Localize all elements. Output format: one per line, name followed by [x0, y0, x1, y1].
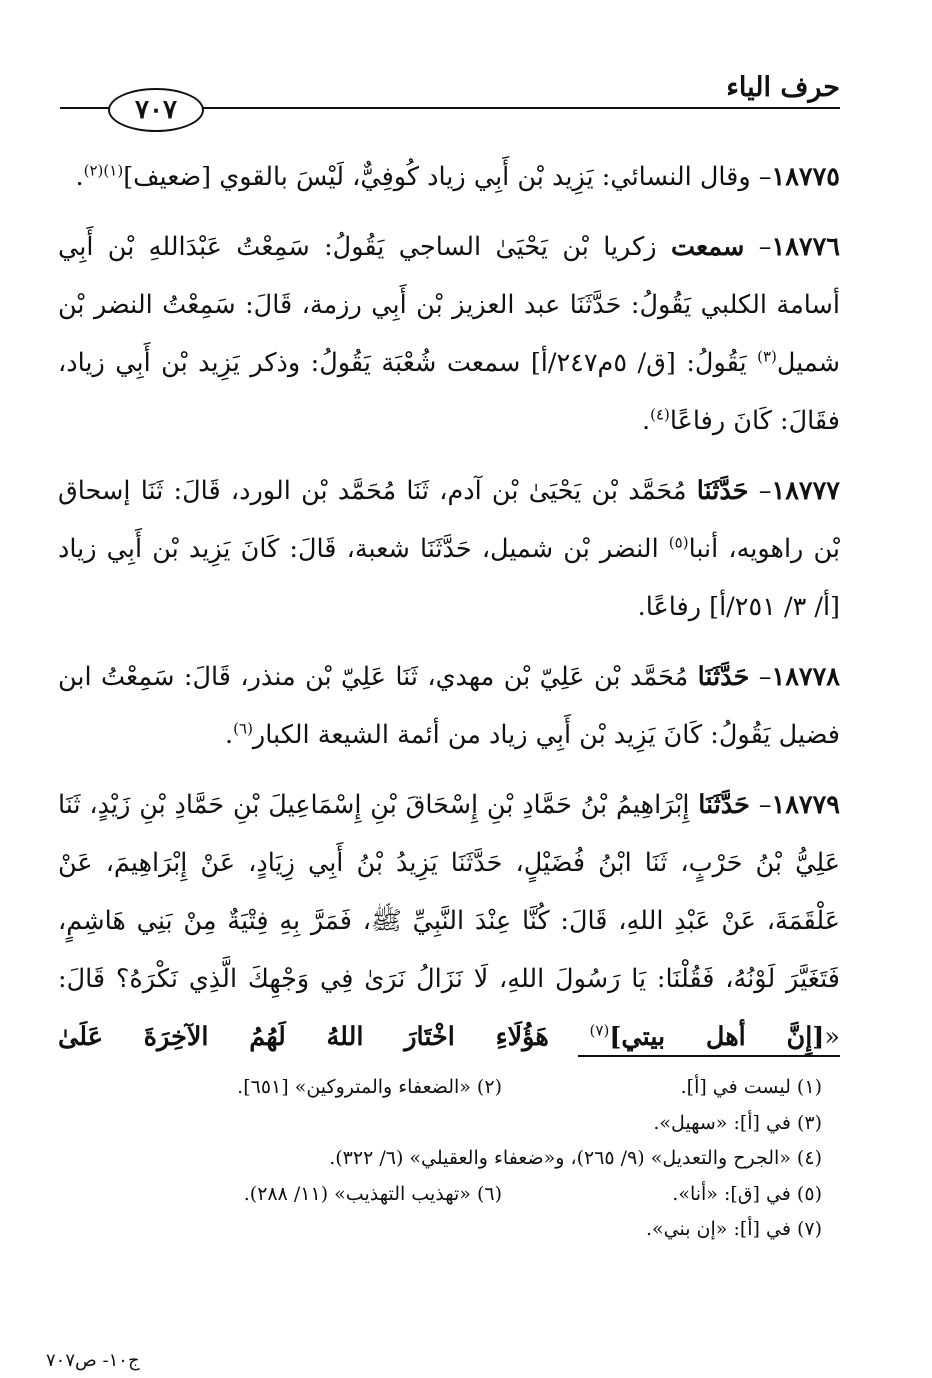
footnote: (٦) «تهذيب التهذيب» (١١/ ٢٨٨).: [243, 1182, 502, 1205]
footnote-ref: (١)(٢): [83, 161, 124, 180]
footnote-ref: (٧): [589, 1021, 610, 1040]
entry-tail: .: [642, 406, 651, 436]
entry-keyword: سمعت: [670, 232, 745, 262]
footnote-ref: (٤): [650, 405, 670, 424]
entry-text: مُحَمَّد بْن عَلِيّ بْن مهدي، ثَنَا عَلِيّ بْن منذر، قَالَ: سَمِعْتُ ابن فضيل يَقُولُ: كَانَ يَزِيد بْن أَبِي زياد من أئمة الشيعة الكبار: [58, 662, 840, 750]
entry-number: ١٨٧٧٩: [771, 790, 840, 820]
entry-keyword: حَدَّثَنَا: [698, 790, 750, 820]
entry-keyword: حَدَّثَنَا: [696, 476, 749, 506]
entry-18778: [58, 648, 840, 764]
entry-number: ١٨٧٧٨: [771, 662, 840, 692]
hadith-bold-phrase: [إِنَّ أهل بيتي]: [609, 1022, 825, 1052]
footnote-line: [100, 1106, 822, 1142]
entry-number: ١٨٧٧٦: [771, 232, 840, 262]
volume-page-ref: ج١٠- ص٧٠٧: [46, 1350, 140, 1371]
page-number-oval: ٧٠٧: [108, 88, 204, 132]
entry-text: زكريا بْن يَحْيَىٰ الساجي يَقُولُ: سَمِعْتُ عَبْدَاللهِ بْن أَبِي أسامة الكلبي يَقُولُ: حَدَّثَنَا عبد العزيز بْن أَبِي رزمة، قَالَ: سَمِعْتُ النضر بْن شميل: [58, 232, 840, 378]
page-header-title: حرف الياء: [726, 72, 840, 103]
footnote-line: [100, 1212, 822, 1248]
footnote: (١) ليست في [أ].: [680, 1076, 822, 1098]
footnote: (٧) في [أ]: «إن بني».: [645, 1218, 822, 1240]
entry-text: – وقال النسائي: يَزِيد بْن أَبِي زياد كُوفِيٌّ، لَيْسَ بالقوي [ضعيف]: [123, 162, 772, 192]
hadith-bold-phrase-cont: هَؤُلَاءِ اخْتَارَ اللهُ لَهُمُ الآخِرَةَ عَلَىٰ: [58, 1022, 590, 1052]
entry-18779: [58, 776, 840, 1066]
entry-text-cont: يَقُولُ: [ق/ ٥م٢٤٧/أ] سمعت شُعْبَة يَقُولُ: وذكر يَزِيد بْن أَبِي زياد، فقَالَ: كَانَ رفاعًا: [58, 348, 840, 436]
footnote: (٤) «الجرح والتعديل» (٩/ ٢٦٥)، و«ضعفاء والعقيلي» (٦/ ٣٢٢).: [329, 1147, 822, 1169]
entry-number: ١٨٧٧٧: [771, 476, 840, 506]
entry-keyword: حَدَّثَنَا: [697, 662, 750, 692]
footnote: (٢) «الضعفاء والمتروكين» [٦٥١].: [237, 1076, 502, 1098]
footnote-line: [100, 1070, 822, 1106]
entry-tail: .: [75, 162, 84, 192]
main-text: [58, 148, 840, 1066]
entry-text: مُحَمَّد بْن يَحْيَىٰ بْن آدم، ثَنَا مُحَمَّد بْن الورد، قَالَ: ثَنَا إسحاق بْن راهويه، أنبا: [58, 476, 840, 564]
entry-18775: [58, 148, 840, 206]
footnote-line: [100, 1141, 822, 1177]
entry-18776: [58, 218, 840, 450]
footnote-ref: (٣): [757, 347, 777, 366]
entry-dash: –: [748, 476, 772, 506]
entry-dash: –: [744, 232, 772, 262]
entry-tail: .: [225, 720, 234, 750]
footnote-ref: (٥): [668, 533, 689, 552]
footnotes: [100, 1070, 822, 1248]
entry-text: إِبْرَاهِيمُ بْنُ حَمَّادِ بْنِ إِسْحَاقَ بْنِ إِسْمَاعِيلَ بْنِ حَمَّادِ بْنِ زَيْدٍ، ثَنَا عَلِيُّ بْنُ حَرْبٍ، ثَنَا ابْنُ فُضَيْلٍ، حَدَّثَنَا يَزِيدُ بْنُ أَبِي زِيَادٍ، عَنْ إِبْرَاهِيمَ، عَنْ عَلْقَمَةَ، عَنْ عَبْدِ اللهِ، قَالَ: كُنَّا عِنْدَ النَّبِيِّ ﷺ، فَمَرَّ بِهِ فِتْيَةٌ مِنْ بَنِي هَاشِمٍ، فَتَغَيَّرَ لَوْنُهُ، فَقُلْنَا: يَا رَسُولَ اللهِ، لَا نَزَالُ نَرَىٰ فِي وَجْهِكَ الَّذِي نَكْرَهُ؟ قَالَ: «: [58, 790, 840, 1052]
footnote-ref: (٦): [233, 719, 253, 738]
entry-18777: [58, 462, 840, 636]
entry-number: ١٨٧٧٥: [771, 162, 840, 192]
entry-dash: –: [749, 790, 772, 820]
footnote: (٥) في [ق]: «أنا».: [672, 1182, 822, 1205]
footnote-line: [100, 1177, 822, 1213]
footnote: (٣) في [أ]: «سهيل».: [653, 1111, 822, 1134]
entry-text-cont: النضر بْن شميل، حَدَّثَنَا شعبة، قَالَ: كَانَ يَزِيد بْن أَبِي زياد [أ/ ٣/ ٢٥١/أ] رفاعًا.: [58, 534, 840, 622]
entry-dash: –: [749, 662, 772, 692]
footnote-rule: [578, 1055, 840, 1057]
